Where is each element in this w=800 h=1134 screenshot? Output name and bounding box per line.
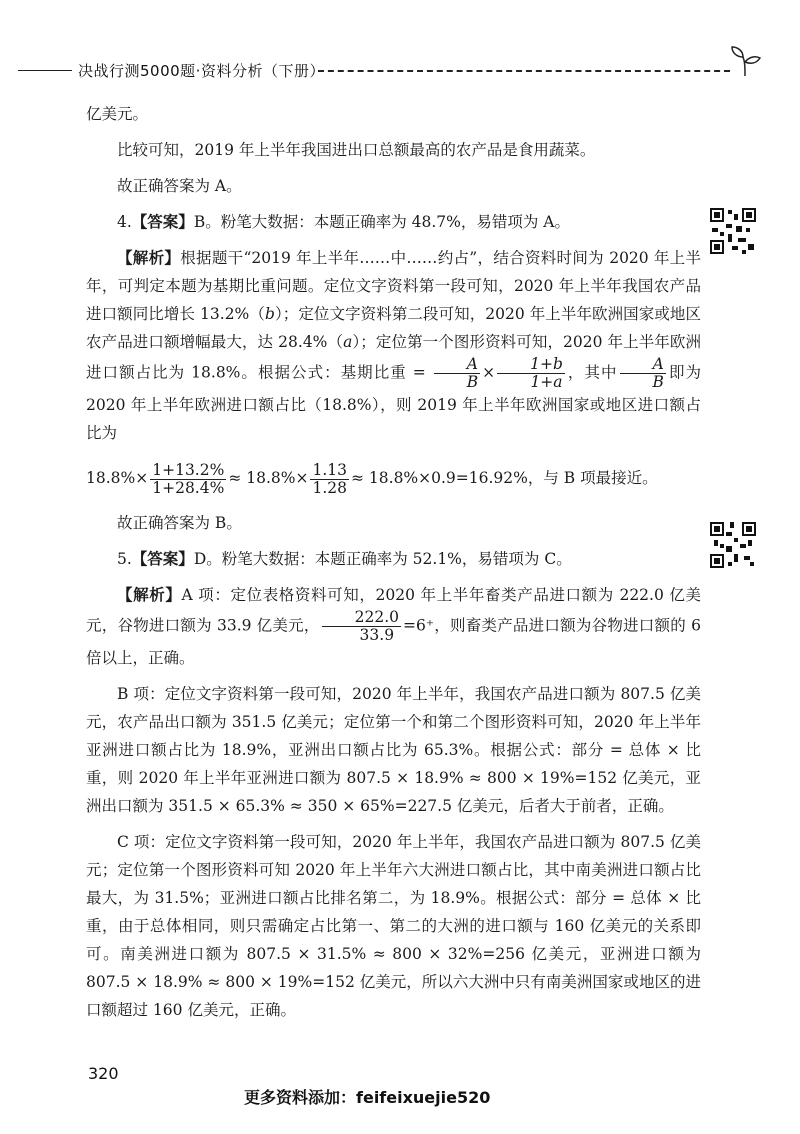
fraction-a-over-b: $\frac{A}{B}$ (620, 356, 666, 391)
fraction-a-over-b: $\frac{A}{B}$ (434, 356, 480, 391)
page-body (86, 100, 701, 1032)
paragraph: 亿美元。 (86, 105, 149, 123)
paragraph: 比较可知，2019 年上半年我国进出口总额最高的农产品是食用蔬菜。 (117, 141, 596, 159)
analysis-tag: 【解析】 (117, 585, 182, 604)
answer-tag: 【答案】 (131, 549, 194, 568)
fraction-growth: $\frac{1+b}{1+a}$ (497, 356, 565, 391)
q5-analysis-b: B 项：定位文字资料第一段可知，2020 年上半年，我国农产品进口额为 807.5 亿美元，农产品出口额为 351.5 亿美元；定位第一个和第二个图形资料可知，2020 年上半年亚洲进口额占比为 18.9%，亚洲出口额占比为 65.3%。根据公式：部分 = 总体 × 比重，则 2020 年上半年亚洲进口额为 807.5 × 18.9% ≈ 800 × 19%=152 亿美元，亚洲出口额为 351.5 × 65.3% ≈ 350 × 65%=227.5 亿美元，后者大于前者，正确。 (86, 685, 701, 815)
variable-a: a (343, 333, 353, 351)
q5-answer (86, 545, 701, 573)
page-number: 320 (88, 1064, 119, 1083)
analysis-text: ）；定位第一个图形资料可知，2020 年上半年欧洲进口额占比为 18.8%。根据公式：基期比重 = (86, 333, 701, 382)
answer-text: D。粉笔大数据：本题正确率为 52.1%，易错项为 C。 (193, 550, 572, 568)
analysis-text: 根据题干“2019 年上半年……中……约占”，结合资料时间为 2020 年上半年，可判定本题为基期比重问题。定位文字资料第一段可知，2020 年上半年我国农产品进口额同比增长 13.2%（ (86, 249, 701, 323)
paragraph: 故正确答案为 B。 (117, 514, 242, 532)
q5-analysis-c: C 项：定位文字资料第一段可知，2020 年上半年，我国农产品进口额为 807.5 亿美元；定位第一个图形资料可知 2020 年上半年六大洲进口额占比，其中南美洲进口额占比最大，为 31.5%；亚洲进口额占比排名第二，为 18.9%。根据公式：部分 = 总体 × 比重，由于总体相同，则只需确定占比第一、第二的大洲的进口额与 160 亿美元的关系即可。南美洲进口额为 807.5 × 31.5% ≈ 800 × 32%=256 亿美元，亚洲进口额为 807.5 × 18.9% ≈ 800 × 19%=152 亿美元，所以六大洲中只有南美洲国家或地区的进口额超过 160 亿美元，正确。 (86, 833, 701, 1019)
watermark-text: 更多资料添加：feifeixuejie520 (244, 1088, 491, 1107)
q5-analysis-a (86, 581, 701, 672)
qr-code-icon (708, 206, 758, 256)
q4-answer (86, 208, 701, 236)
analysis-text: A 项：定位表格资料可知，2020 年上半年畜类产品进口额为 222.0 亿美元，谷物进口额为 33.9 亿美元， (86, 586, 701, 635)
paragraph: 故正确答案为 A。 (117, 177, 242, 195)
q4-analysis: 【解析】根据题干“2019 年上半年……中……约占”，结合资料时间为 2020 年上半年，可判定本题为基期比重问题。定位文字资料第一段可知，2020 年上半年我国农产品进口额同比增长 13.2%（b）；定位文字资料第二段可知，2020 年上半年欧洲国家或地区农产品进口额增幅最大，达 28.4%（a）；定位第一个图形资料可知，2020 年上半年欧洲进口额占比为 18.8%。根据公式：基期比重 = $\frac{A}{B}$ × $\frac{1+b}{1+a}$ ，其中 $\frac{A}{B}$ 即为 2020 年上半年欧洲进口额占比（18.8%），则 2019 年上半年欧洲国家或地区进口额占比为 (86, 248, 701, 442)
analysis-text: =6⁺，则畜类产品进口额为谷物进口额的 6 倍以上，正确。 (86, 616, 701, 667)
question-number: 5. (117, 550, 132, 568)
q4-formula: 18.8%× $\frac{1+13.2\%}{1+28.4\%}$ ≈ 18.8%× $\frac{1.13}{1.28}$ ≈ 18.8%×0.9=16.92%，与 B 项最接近。 (86, 460, 658, 497)
analysis-tag: 【解析】 (117, 248, 181, 267)
analysis-text: 即为 2020 年上半年欧洲进口额占比（18.8%），则 2019 年上半年欧洲国家或地区进口额占比为 (86, 363, 701, 442)
qr-code-icon (708, 520, 758, 570)
analysis-text: ）；定位文字资料第二段可知，2020 年上半年欧洲国家或地区农产品进口额增幅最大，达 28.4%（ (86, 305, 701, 351)
book-title: 决战行测5000题·资料分析（下册） (78, 62, 325, 80)
variable-b: b (264, 305, 275, 323)
fraction-ratio: $\frac{222.0}{33.9}$ (322, 609, 401, 644)
answer-tag: 【答案】 (131, 212, 194, 231)
answer-text: B。粉笔大数据：本题正确率为 48.7%，易错项为 A。 (193, 213, 570, 231)
sprout-icon (728, 44, 762, 78)
question-number: 4. (117, 213, 132, 231)
header-rule-left (18, 70, 72, 71)
running-header (0, 58, 800, 82)
fraction-formula: $\frac{1+13.2\%}{1+28.4\%}$ (152, 460, 225, 497)
header-rule-right (318, 70, 730, 72)
fraction-formula: $\frac{1.13}{1.28}$ (312, 460, 347, 497)
